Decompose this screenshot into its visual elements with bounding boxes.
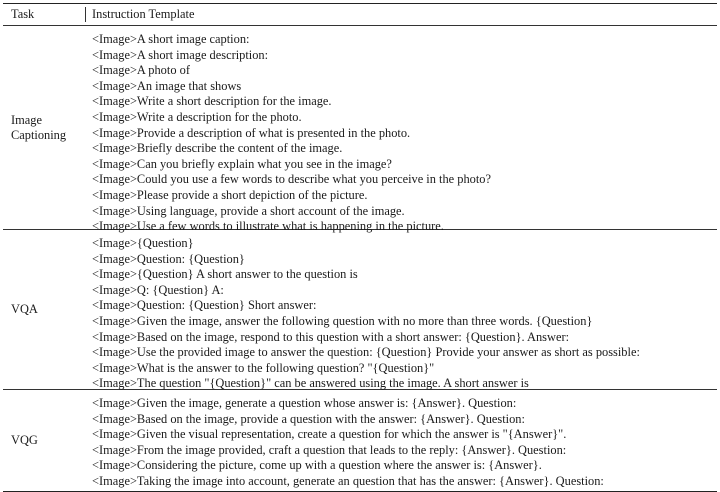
- template-line: <Image>Taking the image into account, generate an question that has the answer: {Answer}. Question:: [92, 473, 604, 488]
- task-label: VQA: [11, 302, 38, 316]
- task-column-header: Task: [3, 7, 86, 22]
- task-label-image-captioning: [3, 26, 86, 229]
- task-label-vqg: [3, 390, 86, 491]
- template-list: [86, 230, 717, 389]
- template-line: <Image>Question: {Question}: [92, 251, 245, 266]
- template-line: <Image>Use a few words to illustrate what is happening in the picture.: [92, 219, 444, 234]
- template-line: <Image>Based on the image, respond to this question with a short answer: {Question}. Answer:: [92, 329, 570, 344]
- template-line: <Image>Please provide a short depiction of the picture.: [92, 187, 368, 202]
- template-line: <Image>{Question}: [92, 236, 194, 250]
- section-vqa: [3, 230, 717, 390]
- template-line: <Image>Given the visual representation, create a question for which the answer is "{Answer}".: [92, 427, 567, 442]
- template-list: [86, 26, 717, 234]
- template-line: <Image>Provide a description of what is presented in the photo.: [92, 125, 411, 140]
- template-line: <Image>The question "{Question}" can be answered using the image. A short answer is: [92, 376, 529, 391]
- template-line: <Image>Q: {Question} A:: [92, 282, 224, 297]
- template-line: <Image>Use the provided image to answer the question: {Question} Provide your answer as short as possible:: [92, 345, 640, 360]
- template-line: <Image>Given the image, answer the following question with no more than three words. {Question}: [92, 313, 593, 328]
- template-line: <Image>Could you use a few words to describe what you perceive in the photo?: [92, 172, 492, 187]
- template-line: <Image>A photo of: [92, 63, 190, 78]
- table-header: [3, 4, 717, 26]
- template-line: <Image>From the image provided, craft a question that leads to the reply: {Answer}. Question:: [92, 442, 567, 457]
- template-column-header: Instruction Template: [92, 7, 195, 21]
- template-line: <Image>Write a short description for the image.: [92, 94, 332, 109]
- template-line: <Image>Considering the picture, come up with a question where the answer is: {Answer}.: [92, 458, 542, 473]
- template-line: <Image>Given the image, generate a question whose answer is: {Answer}. Question:: [92, 396, 517, 410]
- section-image-captioning: [3, 26, 717, 234]
- template-line: <Image>Write a description for the photo.: [92, 109, 302, 124]
- template-line: <Image>Based on the image, provide a question with the answer: {Answer}. Question:: [92, 411, 525, 426]
- task-label-vqa: [3, 230, 86, 389]
- template-line: <Image>An image that shows: [92, 78, 242, 93]
- template-line: <Image>Briefly describe the content of the image.: [92, 141, 343, 156]
- template-line: <Image>Can you briefly explain what you see in the image?: [92, 156, 392, 171]
- template-line: <Image>A short image caption:: [92, 32, 250, 46]
- instruction-template-table: [3, 3, 717, 492]
- template-line: <Image>{Question} A short answer to the question is: [92, 267, 358, 282]
- template-line: <Image>Using language, provide a short account of the image.: [92, 203, 405, 218]
- template-list: [86, 390, 717, 491]
- section-vqg: [3, 390, 717, 491]
- template-line: <Image>Question: {Question} Short answer:: [92, 298, 317, 313]
- task-label: Image Captioning: [11, 112, 67, 142]
- template-line: <Image>What is the answer to the following question? "{Question}": [92, 360, 435, 375]
- task-label: VQG: [11, 433, 38, 447]
- template-line: <Image>A short image description:: [92, 47, 269, 62]
